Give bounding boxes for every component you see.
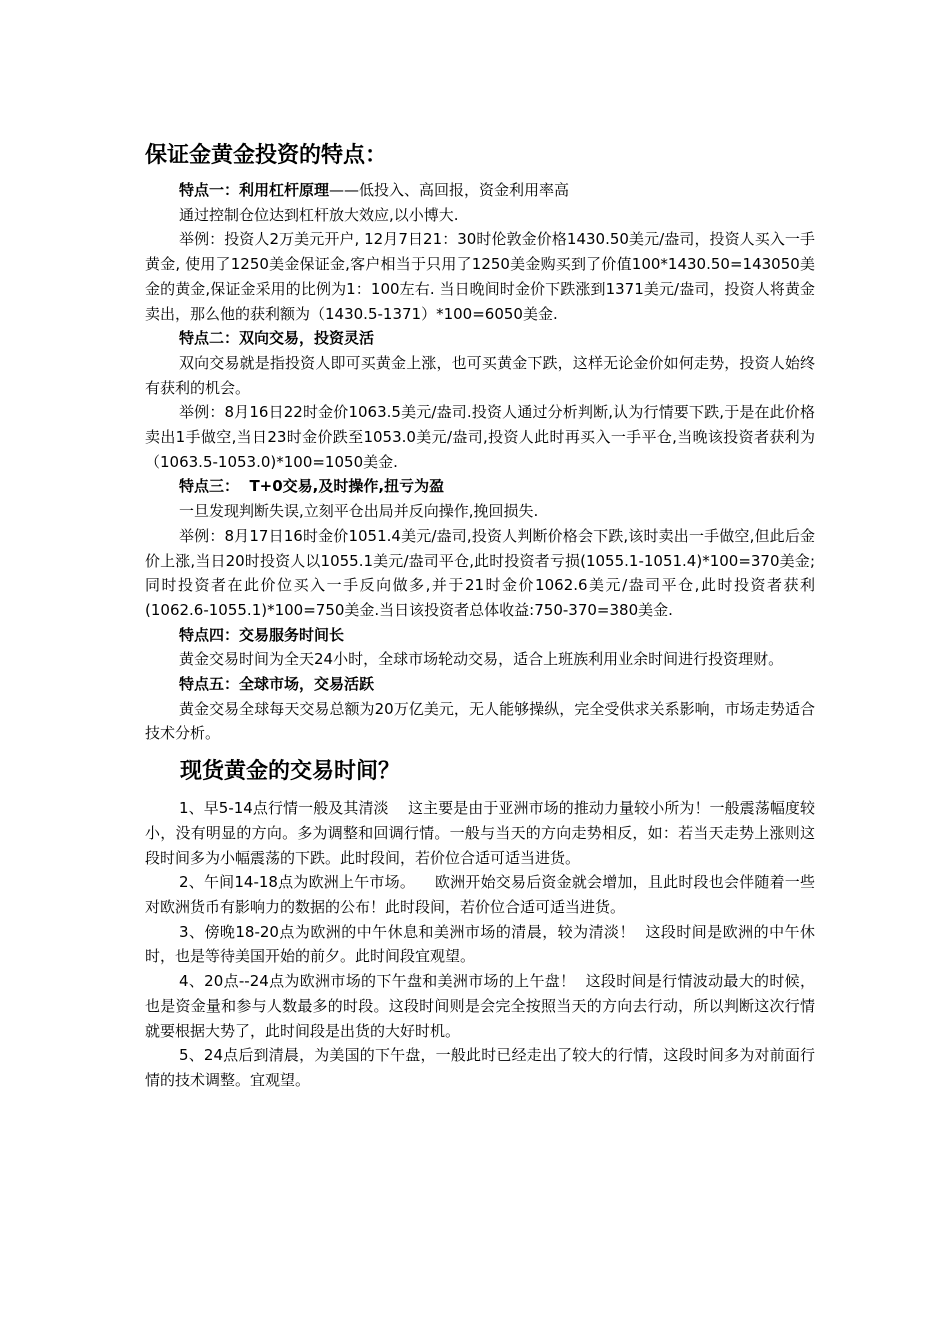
feature-5-desc: 黄金交易全球每天交易总额为20万亿美元，无人能够操纵，完全受供求关系影响，市场走势适合技术分析。	[145, 699, 815, 743]
feature-3-title: 特点三： T+0交易,及时操作,扭亏为盈	[179, 477, 445, 496]
document-body	[145, 140, 815, 1093]
feature-4-desc: 黄金交易时间为全天24小时，全球市场轮动交易，适合上班族利用业余时间进行投资理财。	[179, 650, 784, 669]
feature-1-subtitle: ——低投入、高回报，资金利用率高	[329, 181, 570, 199]
feature-1-desc: 通过控制仓位达到杠杆放大效应,以小博大.	[179, 205, 459, 224]
feature-2-desc: 双向交易就是指投资人即可买黄金上涨，也可买黄金下跌，这样无论金价如何走势，投资人始终有获利的机会。	[145, 353, 815, 397]
trading-hours-1: 1、早5-14点行情一般及其清淡 这主要是由于亚洲市场的推动力量较小所为！一般震荡幅度较小，没有明显的方向。多为调整和回调行情。一般与当天的方向走势相反，如：若当天走势上涨则这段时间多为小幅震荡的下跌。此时段间，若价位合适可适当进货。	[145, 799, 815, 867]
heading-trading-hours: 现货黄金的交易时间？	[180, 759, 401, 785]
feature-1-example: 举例：投资人2万美元开户, 12月7日21：30时伦敦金价格1430.50美元/盎司，投资人买入一手黄金, 使用了1250美金保证金,客户相当于只用了1250美金购买到了价值100*1430.50=143050美金的黄金,保证金采用的比例为1：100左右. 当日晚间时金价下跌涨到1371美元/盎司，投资人将黄金卖出，那么他的获利额为（1430.5-1371）*100=6050美金.	[145, 230, 815, 323]
heading-features: 保证金黄金投资的特点：	[145, 143, 388, 168]
trading-hours-4: 4、20点--24点为欧洲市场的下午盘和美洲市场的上午盘！ 这段时间是行情波动最大的时候，也是资金量和参与人数最多的时段。这段时间则是会完全按照当天的方向去行动，所以判断这次行情就要根据大势了，此时间段是出货的大好时机。	[145, 972, 815, 1040]
trading-hours-2: 2、午间14-18点为欧洲上午市场。 欧洲开始交易后资金就会增加，且此时段也会伴随着一些对欧洲货币有影响力的数据的公布！此时段间，若价位合适可适当进货。	[145, 873, 815, 916]
trading-hours-3: 3、傍晚18-20点为欧洲的中午休息和美洲市场的清晨，较为清淡！ 这段时间是欧洲的中午休时，也是等待美国开始的前夕。此时间段宜观望。	[145, 922, 815, 966]
feature-3-example: 举例：8月17日16时金价1051.4美元/盎司,投资人判断价格会下跌,该时卖出一手做空,但此后金价上涨,当日20时投资人以1055.1美元/盎司平仓,此时投资者亏损(1055.1-1051.4)*100=370美金;同时投资者在此价位买入一手反向做多,并于21时金价1062.6美元/盎司平仓,此时投资者获利(1062.6-1055.1)*100=750美金.当日该投资者总体收益:750-370=380美金.	[145, 526, 815, 619]
feature-5-title: 特点五：全球市场，交易活跃	[179, 675, 375, 694]
feature-4-title: 特点四：交易服务时间长	[179, 625, 345, 644]
feature-1-heading	[145, 178, 815, 203]
feature-1-title: 特点一：利用杠杆原理	[179, 181, 330, 199]
feature-3-desc: 一旦发现判断失误,立刻平仓出局并反向操作,挽回损失.	[179, 502, 539, 521]
feature-2-title: 特点二：双向交易，投资灵活	[179, 329, 375, 348]
trading-hours-5: 5、24点后到清晨，为美国的下午盘，一般此时已经走出了较大的行情，这段时间多为对前面行情的技术调整。宜观望。	[145, 1046, 815, 1089]
feature-2-example: 举例：8月16日22时金价1063.5美元/盎司.投资人通过分析判断,认为行情要下跌,于是在此价格卖出1手做空,当日23时金价跌至1053.0美元/盎司,投资人此时再买入一手平仓,当晚该投资者获利为（1063.5-1053.0)*100=1050美金.	[145, 403, 815, 471]
